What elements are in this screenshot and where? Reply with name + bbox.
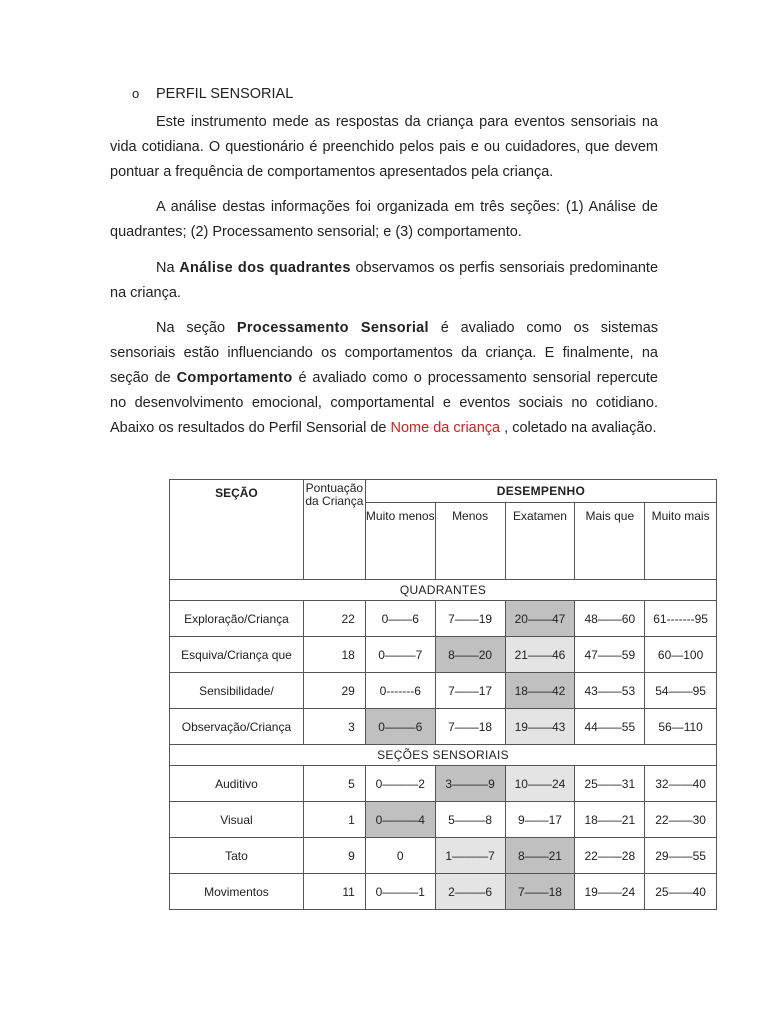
range-cell: 29——55 — [645, 838, 717, 874]
row-label: Visual — [170, 802, 304, 838]
row-label: Auditivo — [170, 766, 304, 802]
range-cell: 61-------95 — [645, 601, 717, 637]
range-cell: 48——60 — [575, 601, 645, 637]
row-label: Exploração/Criança — [170, 601, 304, 637]
table-row — [170, 709, 717, 745]
range-cell: 0-------6 — [365, 673, 435, 709]
text-segment: é avaliado como os sistemas sensoriais estão influenciando os comportamentos da criança. E finalmente, na seção de — [110, 320, 659, 386]
range-cell: 0———1 — [365, 874, 435, 910]
section-row-secoes-sensoriais — [170, 745, 717, 766]
table-row — [170, 601, 717, 637]
header-menos: Menos — [435, 503, 505, 580]
header-mais-que: Mais que — [575, 503, 645, 580]
range-cell-shaded: 19——43 — [505, 709, 575, 745]
row-label: Esquiva/Criança que — [170, 637, 304, 673]
row-label: Observação/Criança — [170, 709, 304, 745]
paragraph-quadrants — [110, 256, 658, 306]
text-segment: é avaliado como o processamento sensorial repercute no desenvolvimento emocional, comportamental e eventos sociais no cotidiano. Abaixo os resultados do Perfil Sensorial de — [110, 370, 658, 436]
header-secao: SEÇÃO — [170, 480, 304, 580]
row-score: 1 — [303, 802, 365, 838]
header-muito-mais: Muito mais — [645, 503, 717, 580]
range-cell: 18——21 — [575, 802, 645, 838]
table-row — [170, 802, 717, 838]
range-cell: 19——24 — [575, 874, 645, 910]
table-row — [170, 838, 717, 874]
range-cell: 44——55 — [575, 709, 645, 745]
row-score: 22 — [303, 601, 365, 637]
range-cell-highlighted: 20——47 — [505, 601, 575, 637]
text-segment: observamos os perfis sensoriais predominante na criança. — [110, 260, 659, 301]
range-cell: 56—110 — [645, 709, 717, 745]
bullet-icon: o — [132, 86, 140, 101]
table-row — [170, 766, 717, 802]
header-pontuacao: Pontuação da Criança — [303, 480, 365, 580]
range-cell: 22——28 — [575, 838, 645, 874]
child-name-placeholder: Nome da criança — [390, 420, 501, 436]
range-cell: 5—–—8 — [435, 802, 505, 838]
row-label: Sensibilidade/ — [170, 673, 304, 709]
text-segment: Na seção — [156, 320, 237, 336]
range-cell-highlighted: 18——42 — [505, 673, 575, 709]
row-score: 5 — [303, 766, 365, 802]
table-header-row — [170, 480, 717, 503]
header-exatamente: Exatamen — [505, 503, 575, 580]
range-cell: 22——30 — [645, 802, 717, 838]
table-row — [170, 637, 717, 673]
row-score: 3 — [303, 709, 365, 745]
table-row — [170, 673, 717, 709]
section-label: SEÇÕES SENSORIAIS — [170, 745, 717, 766]
range-cell: 0—–—7 — [365, 637, 435, 673]
range-cell-shaded: 1———7 — [435, 838, 505, 874]
range-cell-shaded: 2—–—6 — [435, 874, 505, 910]
row-label: Tato — [170, 838, 304, 874]
table-row — [170, 874, 717, 910]
row-score: 18 — [303, 637, 365, 673]
range-cell: 7——18 — [435, 709, 505, 745]
range-cell: 54——95 — [645, 673, 717, 709]
section-title: PERFIL SENSORIAL — [156, 86, 294, 102]
bold-term-processing: Processamento Sensorial — [236, 320, 429, 336]
row-label: Movimentos — [170, 874, 304, 910]
range-cell: 43——53 — [575, 673, 645, 709]
paragraph-analysis — [110, 195, 658, 245]
paragraph-processing — [110, 316, 658, 441]
range-cell: 60—100 — [645, 637, 717, 673]
range-cell: 25——31 — [575, 766, 645, 802]
text-segment: , coletado na avaliação. — [500, 420, 657, 436]
range-cell: 7——19 — [435, 601, 505, 637]
row-score: 11 — [303, 874, 365, 910]
range-cell: 0——6 — [365, 601, 435, 637]
bold-term-behavior: Comportamento — [176, 370, 293, 386]
range-cell-shaded: 10——24 — [505, 766, 575, 802]
range-cell: 32——40 — [645, 766, 717, 802]
section-row-quadrantes — [170, 580, 717, 601]
header-desempenho: DESEMPENHO — [365, 480, 716, 503]
bold-term-quadrants: Análise dos quadrantes — [179, 260, 351, 276]
range-cell: 7——17 — [435, 673, 505, 709]
results-table — [169, 479, 717, 910]
section-heading — [132, 84, 293, 104]
range-cell-highlighted: 3———9 — [435, 766, 505, 802]
section-label: QUADRANTES — [170, 580, 717, 601]
range-cell-highlighted: 0———4 — [365, 802, 435, 838]
text-segment: Na — [156, 260, 180, 276]
range-cell: 25——40 — [645, 874, 717, 910]
paragraph-intro-text: Este instrumento mede as respostas da criança para eventos sensoriais na vida cotidiana. O questionário é preenchido pelos pais e ou cuidadores, que devem pontuar a frequência de comportamentos apresentados pela criança. — [110, 114, 658, 180]
header-muito-menos: Muito menos — [365, 503, 435, 580]
range-cell: 0 — [365, 838, 435, 874]
range-cell-highlighted: 8——21 — [505, 838, 575, 874]
range-cell: 0———2 — [365, 766, 435, 802]
range-cell-highlighted: 0—–—6 — [365, 709, 435, 745]
range-cell-highlighted: 8——20 — [435, 637, 505, 673]
paragraph-intro — [110, 110, 658, 185]
paragraph-analysis-text: A análise destas informações foi organizada em três seções: (1) Análise de quadrantes; (2) Processamento sensorial; e (3) comportamento. — [110, 199, 658, 240]
row-score: 29 — [303, 673, 365, 709]
range-cell: 47——59 — [575, 637, 645, 673]
range-cell: 9——17 — [505, 802, 575, 838]
range-cell-shaded: 21——46 — [505, 637, 575, 673]
row-score: 9 — [303, 838, 365, 874]
range-cell-highlighted: 7——18 — [505, 874, 575, 910]
